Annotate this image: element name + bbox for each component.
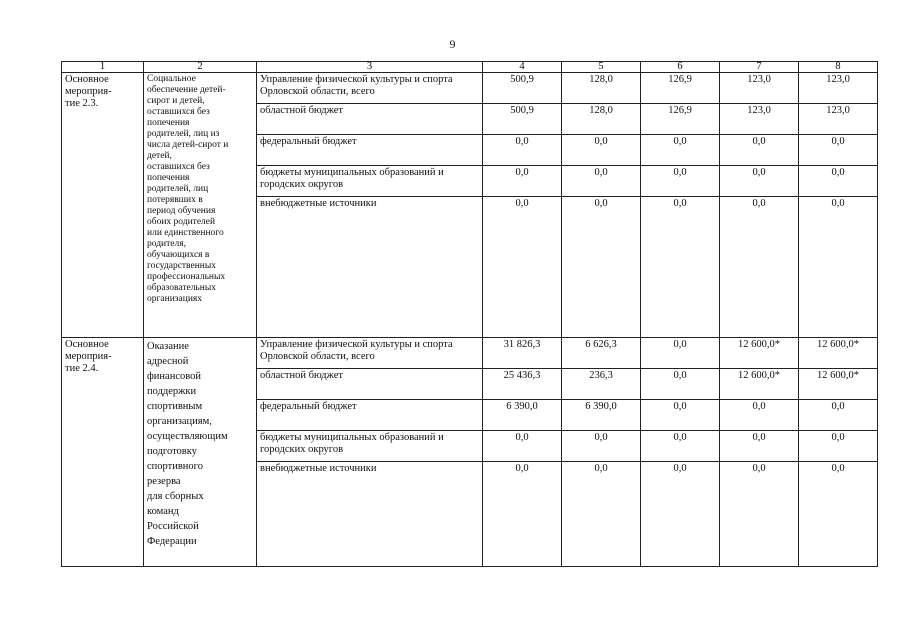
col-header: 2 — [144, 62, 257, 73]
value-cell: 0,0 — [799, 135, 878, 166]
value-cell: 0,0 — [641, 462, 720, 567]
value-cell: 126,9 — [641, 104, 720, 135]
value-cell: 6 390,0 — [562, 400, 641, 431]
value-cell: 0,0 — [562, 431, 641, 462]
value-cell: 0,0 — [799, 400, 878, 431]
funding-source: бюджеты муниципальных образований и городских округов — [257, 166, 483, 197]
funding-source: областной бюджет — [257, 369, 483, 400]
col-header: 7 — [720, 62, 799, 73]
header-row — [62, 62, 878, 73]
value-cell: 123,0 — [799, 73, 878, 104]
value-cell: 0,0 — [641, 400, 720, 431]
funding-source: внебюджетные источники — [257, 462, 483, 567]
value-cell: 123,0 — [720, 73, 799, 104]
value-cell: 0,0 — [483, 166, 562, 197]
funding-source: Управление физической культуры и спорта Орловской области, всего — [257, 73, 483, 104]
value-cell: 0,0 — [483, 462, 562, 567]
value-cell: 0,0 — [562, 166, 641, 197]
value-cell: 0,0 — [799, 431, 878, 462]
budget-table — [61, 61, 878, 567]
value-cell: 0,0 — [483, 431, 562, 462]
value-cell: 0,0 — [562, 462, 641, 567]
value-cell: 12 600,0* — [799, 338, 878, 369]
value-cell: 0,0 — [483, 135, 562, 166]
value-cell: 0,0 — [799, 462, 878, 567]
funding-source: федеральный бюджет — [257, 400, 483, 431]
value-cell: 0,0 — [720, 135, 799, 166]
table-row — [62, 338, 878, 369]
value-cell: 0,0 — [720, 462, 799, 567]
value-cell: 236,3 — [562, 369, 641, 400]
value-cell: 0,0 — [562, 197, 641, 338]
value-cell: 12 600,0* — [720, 369, 799, 400]
funding-source: бюджеты муниципальных образований и городских округов — [257, 431, 483, 462]
value-cell: 123,0 — [799, 104, 878, 135]
value-cell: 31 826,3 — [483, 338, 562, 369]
value-cell: 0,0 — [483, 197, 562, 338]
measure-code: Основное мероприя- тие 2.4. — [62, 338, 144, 567]
col-header: 3 — [257, 62, 483, 73]
col-header: 4 — [483, 62, 562, 73]
measure-code: Основное мероприя- тие 2.3. — [62, 73, 144, 338]
value-cell: 0,0 — [720, 431, 799, 462]
value-cell: 0,0 — [799, 197, 878, 338]
value-cell: 12 600,0* — [720, 338, 799, 369]
value-cell: 0,0 — [641, 166, 720, 197]
value-cell: 126,9 — [641, 73, 720, 104]
value-cell: 0,0 — [720, 400, 799, 431]
page-number: 9 — [449, 37, 456, 51]
funding-source: Управление физической культуры и спорта Орловской области, всего — [257, 338, 483, 369]
value-cell: 0,0 — [641, 135, 720, 166]
value-cell: 6 390,0 — [483, 400, 562, 431]
value-cell: 0,0 — [562, 135, 641, 166]
col-header: 1 — [62, 62, 144, 73]
value-cell: 0,0 — [641, 197, 720, 338]
value-cell: 6 626,3 — [562, 338, 641, 369]
value-cell: 128,0 — [562, 73, 641, 104]
col-header: 5 — [562, 62, 641, 73]
col-header: 8 — [799, 62, 878, 73]
col-header: 6 — [641, 62, 720, 73]
funding-source: внебюджетные источники — [257, 197, 483, 338]
value-cell: 0,0 — [641, 338, 720, 369]
value-cell: 12 600,0* — [799, 369, 878, 400]
value-cell: 0,0 — [720, 166, 799, 197]
value-cell: 0,0 — [720, 197, 799, 338]
table-row — [62, 73, 878, 104]
value-cell: 128,0 — [562, 104, 641, 135]
value-cell: 500,9 — [483, 104, 562, 135]
value-cell: 0,0 — [641, 369, 720, 400]
measure-description: Социальное обеспечение детей- сирот и детей, оставшихся без попечения родителей, лиц из числа детей-сирот и детей, оставшихся без попечения родителей, лиц потерявших в период обучения обоих родителей или единственного родителя, обучающихся в государственных профессиональных образовательных организациях — [144, 73, 257, 338]
measure-description: Оказание адресной финансовой поддержки спортивным организациям, осуществляющим подготовку спортивного резерва для сборных команд Российской Федерации — [144, 338, 257, 567]
funding-source: федеральный бюджет — [257, 135, 483, 166]
value-cell: 0,0 — [641, 431, 720, 462]
value-cell: 123,0 — [720, 104, 799, 135]
value-cell: 500,9 — [483, 73, 562, 104]
value-cell: 0,0 — [799, 166, 878, 197]
funding-source: областной бюджет — [257, 104, 483, 135]
value-cell: 25 436,3 — [483, 369, 562, 400]
